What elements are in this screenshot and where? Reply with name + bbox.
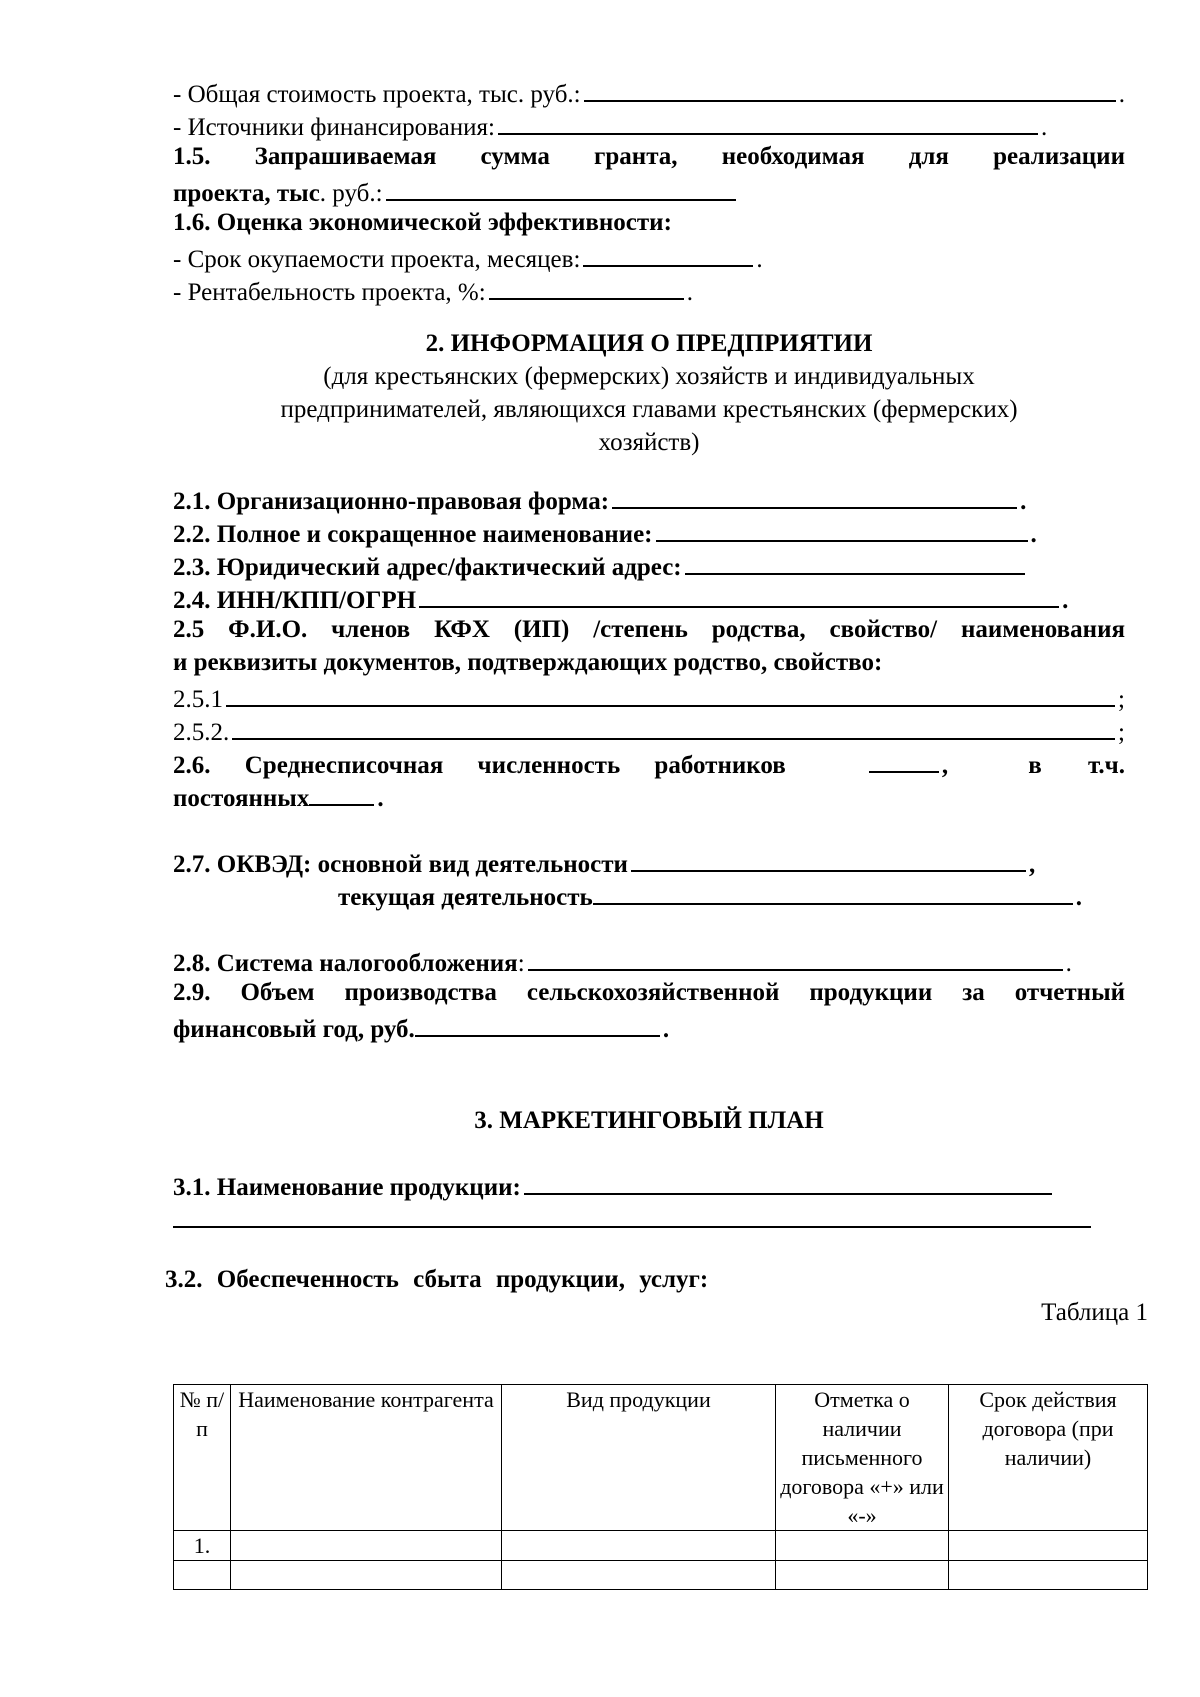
section-2-subtitle-1: (для крестьянских (фермерских) хозяйств и индивидуальных (323, 363, 975, 390)
address-field[interactable] (685, 547, 1025, 575)
profit-field[interactable] (489, 272, 684, 300)
grant-amount-field[interactable] (386, 173, 736, 201)
p27-label-a: 2.7. ОКВЭД: основной вид деятельности (173, 851, 628, 878)
p21-label: 2.1. Организационно-правовая форма: (173, 488, 610, 515)
table-cell[interactable] (949, 1561, 1148, 1590)
p21-line: 2.1. Организационно-правовая форма: . (173, 481, 1125, 514)
p27-label-b: текущая деятельность (338, 884, 593, 911)
table-caption-line (173, 1296, 1148, 1329)
profit-label: - Рентабельность проекта, %: (173, 279, 486, 306)
okved-current-field[interactable] (593, 877, 1073, 905)
p26-label-c: постоянных (173, 785, 310, 812)
p31-label: 3.1. Наименование продукции: (173, 1174, 521, 1201)
table-row (174, 1561, 1148, 1590)
table-header-row (174, 1385, 1148, 1531)
p26-line-a: 2.6. Среднесписочная численность работников , в т.ч. (173, 745, 1125, 778)
p32-heading: 3.2. Обеспеченность сбыта продукции, услуг: (165, 1266, 709, 1293)
section-3-title: 3. МАРКЕТИНГОВЫЙ ПЛАН (474, 1107, 824, 1134)
p28-label: 2.8. Система налогообложения (173, 950, 518, 977)
payback-field[interactable] (583, 239, 753, 267)
p251-line: 2.5.1 ; (173, 679, 1125, 712)
sources-label: - Источники финансирования: (173, 114, 495, 141)
table-cell[interactable] (502, 1531, 776, 1561)
p22-label: 2.2. Полное и сокращенное наименование: (173, 521, 653, 548)
p24-label: 2.4. ИНН/КПП/ОГРН (173, 587, 417, 614)
full-name-field[interactable] (656, 514, 1028, 542)
p252-line: 2.5.2. ; (173, 712, 1125, 745)
table-header-cell: Наименование контрагента (231, 1385, 502, 1531)
table-caption: Таблица 1 (1041, 1299, 1148, 1326)
okved-main-field[interactable] (631, 844, 1026, 872)
production-volume-field[interactable] (415, 1009, 660, 1037)
p23-line (173, 547, 1125, 580)
section-2-subtitle-3: хозяйств) (598, 429, 700, 456)
tax-system-field[interactable] (528, 943, 1063, 971)
cost-label: - Общая стоимость проекта, тыс. руб.: (173, 81, 581, 108)
employees-field[interactable] (869, 745, 939, 773)
p24-line: 2.4. ИНН/КПП/ОГРН . (173, 580, 1125, 613)
relative-1-field[interactable] (226, 679, 1115, 707)
legal-form-field[interactable] (612, 481, 1017, 509)
cost-field[interactable] (584, 74, 1116, 102)
p25-line-b: и реквизиты документов, подтверждающих родство, свойство: (173, 649, 883, 676)
sources-line: - Источники финансирования: . (173, 107, 1125, 140)
sales-table (173, 1384, 1148, 1590)
p26-line-b: постоянных . (173, 778, 1125, 811)
table-cell: 1. (174, 1531, 231, 1561)
table-cell[interactable] (949, 1531, 1148, 1561)
inn-field[interactable] (419, 580, 1059, 608)
p28-line: 2.8. Система налогообложения : . (173, 943, 1125, 976)
table-row (174, 1531, 1148, 1561)
table-cell[interactable] (776, 1531, 949, 1561)
p15-label-c: . руб.: (319, 180, 383, 207)
p25-line-a: 2.5 Ф.И.О. членов КФХ (ИП) /степень родства, свойство/ наименования (173, 616, 1125, 643)
p26-label-a: 2.6. Среднесписочная численность работников (173, 752, 786, 779)
section-2-subtitle-2: предпринимателей, являющихся главами крестьянских (фермерских) (280, 396, 1018, 423)
p27-line-a: 2.7. ОКВЭД: основной вид деятельности , (173, 844, 1125, 877)
p252-label: 2.5.2. (173, 719, 230, 746)
table-header-cell: № п/п (174, 1385, 231, 1531)
p27-line-b: текущая деятельность . (173, 877, 1125, 910)
payback-line: - Срок окупаемости проекта, месяцев: . (173, 239, 1125, 272)
table-header-cell: Отметка о наличии письменного договора «+» или «-» (776, 1385, 949, 1531)
p15-line-a: 1.5. Запрашиваемая сумма гранта, необходимая для реализации (173, 143, 1125, 170)
p22-line: 2.2. Полное и сокращенное наименование: . (173, 514, 1125, 547)
p251-label: 2.5.1 (173, 686, 223, 713)
table-cell[interactable] (231, 1531, 502, 1561)
cost-line: - Общая стоимость проекта, тыс. руб.: . (173, 74, 1125, 107)
section-2-title: 2. ИНФОРМАЦИЯ О ПРЕДПРИЯТИИ (425, 330, 873, 357)
p29-label-b: финансовый год, руб. (173, 1016, 415, 1043)
p15-line-b (173, 173, 1125, 206)
p31-line (173, 1167, 1125, 1200)
table-cell[interactable] (231, 1561, 502, 1590)
p23-label: 2.3. Юридический адрес/фактический адрес: (173, 554, 682, 581)
permanent-employees-field[interactable] (309, 778, 374, 806)
table-cell[interactable] (502, 1561, 776, 1590)
product-name-field-2[interactable] (173, 1200, 1091, 1228)
p16-heading: 1.6. Оценка экономической эффективности: (173, 209, 672, 236)
p26-label-b: в т.ч. (1028, 752, 1125, 779)
table-header-cell: Вид продукции (502, 1385, 776, 1531)
profit-line: - Рентабельность проекта, %: . (173, 272, 1125, 305)
p15-label-b: проекта, тыс (173, 180, 320, 207)
p29-line-a: 2.9. Объем производства сельскохозяйственной продукции за отчетный (173, 979, 1125, 1006)
document-page (165, 74, 1148, 1329)
p29-line-b: финансовый год, руб. . (173, 1009, 1125, 1042)
product-name-field[interactable] (524, 1167, 1052, 1195)
relative-2-field[interactable] (232, 712, 1115, 740)
table-cell (174, 1561, 231, 1590)
sources-field[interactable] (498, 107, 1038, 135)
table-cell[interactable] (776, 1561, 949, 1590)
table-header-cell: Срок действия договора (при наличии) (949, 1385, 1148, 1531)
p31-line-2 (173, 1200, 1125, 1233)
payback-label: - Срок окупаемости проекта, месяцев: (173, 246, 581, 273)
